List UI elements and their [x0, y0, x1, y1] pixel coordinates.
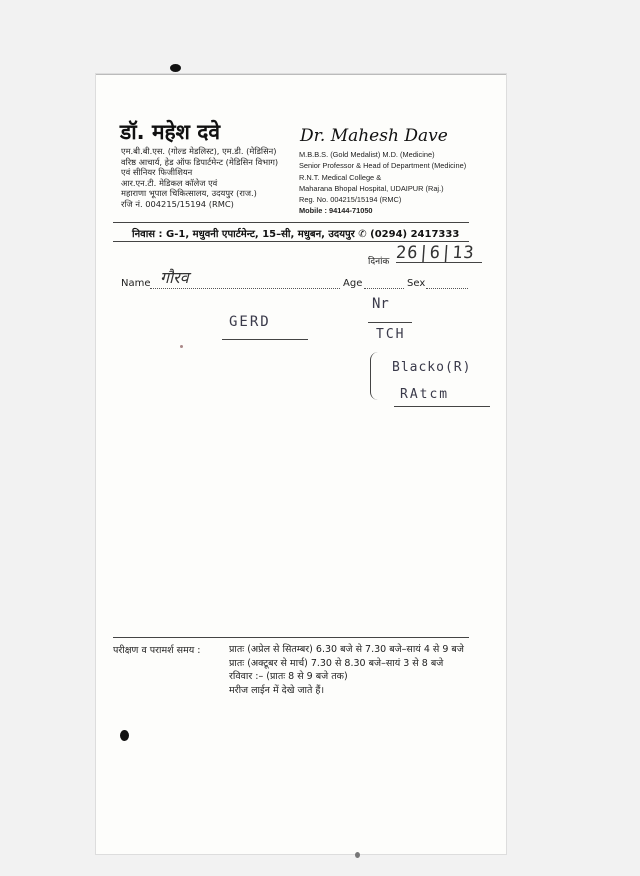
age-label: Age — [343, 278, 363, 289]
header-rule-top — [113, 222, 469, 223]
date-underline — [396, 262, 482, 263]
credential-line: रजि नं. 004215/15194 (RMC) — [121, 198, 234, 209]
doctor-name-english: Dr. Mahesh Dave — [300, 126, 448, 146]
credential-line: वरिष्ठ आचार्य, हेड ऑफ डिपार्टमेन्ट (मेडिसिन विभाग) — [121, 156, 279, 167]
ink-speck — [180, 345, 183, 348]
credential-line: आर.एन.टी. मेडिकल कॉलेज एवं — [121, 177, 218, 188]
ink-speck — [355, 852, 360, 858]
name-label: Name — [121, 278, 151, 289]
sex-dotted-line — [426, 288, 468, 289]
credential-line: Reg. No. 004215/15194 (RMC) — [299, 195, 402, 205]
sheet-top-edge — [96, 74, 506, 75]
credential-line: एवं सीनियर फिजीशियन — [121, 167, 193, 178]
consultation-hours — [229, 643, 464, 697]
name-dotted-line — [150, 288, 340, 289]
credential-line: R.N.T. Medical College & — [299, 172, 382, 182]
hours-line: प्रातः (अप्रेल से सितम्बर) 6.30 बजे से 7.30 बजे–सायं 4 से 9 बजे — [229, 644, 464, 655]
ink-speck — [170, 64, 181, 72]
patient-name-handwritten: गौरव — [160, 268, 189, 287]
age-dotted-line — [364, 288, 404, 289]
ink-speck — [120, 730, 129, 741]
consultation-hours-label: परीक्षण व परामर्श समय : — [113, 645, 201, 656]
credential-line: M.B.B.S. (Gold Medalist) M.D. (Medicine) — [299, 150, 435, 159]
residence-address: निवास : G-1, मधुवनी एपार्टमेन्ट, 15–सी, मधुबन, उदयपुर ✆ (0294) 2417333 — [132, 229, 460, 240]
diagnosis-underline — [222, 339, 308, 340]
rx-underline — [368, 322, 412, 323]
credential-line: एम.बी.बी.एस. (गोल्ड मेडलिस्ट), एम.डी. (मेडिसिन) — [121, 146, 277, 156]
rx-line: TCH — [376, 327, 406, 342]
footer-rule — [113, 637, 469, 638]
hours-line: मरीज लाईन में देखे जाते हैं। — [229, 684, 325, 696]
credential-line: Maharana Bhopal Hospital, UDAIPUR (Raj.) — [299, 183, 444, 193]
rx-bracket — [370, 352, 379, 400]
credential-line: महाराणा भूपाल चिकित्सालय, उदयपुर (राज.) — [121, 188, 257, 199]
hours-line: रविवार :– (प्रातः 8 से 9 बजे तक) — [229, 671, 348, 683]
sex-label: Sex — [407, 278, 426, 289]
rx-line: RAtcm — [400, 387, 450, 402]
rx-underline — [394, 406, 490, 407]
date-handwritten: 26|6|13 — [395, 243, 476, 263]
doctor-credentials-english — [299, 149, 466, 217]
header-rule-bottom — [113, 241, 469, 242]
mobile-number: Mobile : 94144-71050 — [299, 206, 373, 216]
doctor-credentials-hindi — [121, 146, 278, 210]
rx-line: Blacko(R) — [392, 360, 472, 375]
hours-line: प्रातः (अक्टूबर से मार्च) 7.30 से 8.30 बजे–सायं 3 से 8 बजे — [229, 657, 444, 669]
doctor-name-hindi: डॉ. महेश दवे — [120, 120, 221, 144]
credential-line: Senior Professor & Head of Department (Medicine) — [299, 161, 467, 171]
rx-line: Nr — [372, 296, 389, 312]
date-label: दिनांक — [368, 257, 390, 267]
diagnosis-handwritten: GERD — [229, 314, 271, 330]
